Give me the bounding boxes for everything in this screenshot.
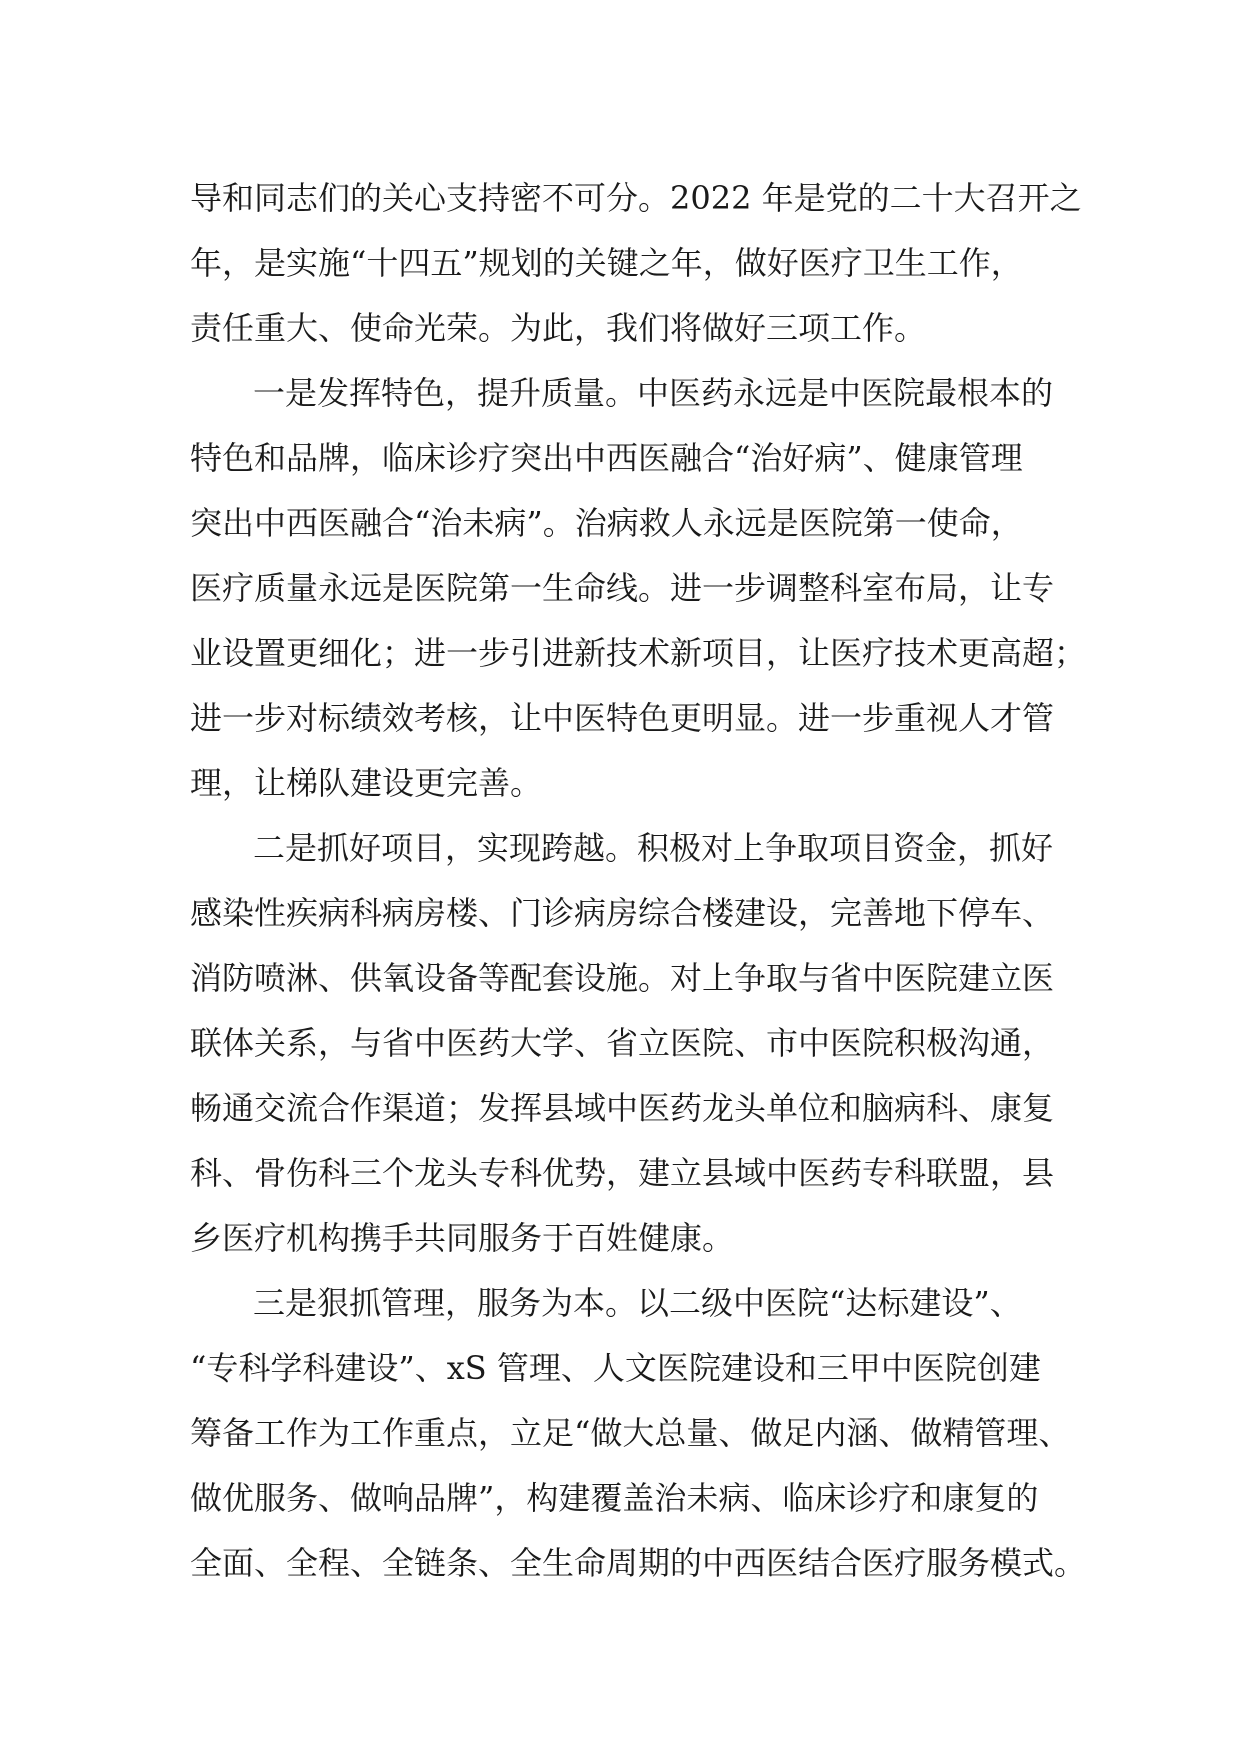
text-line: 做优服务、做响品牌”，构建覆盖治未病、临床诊疗和康复的 [190,1479,1039,1517]
paragraph-two-start: 二是抓好项目，实现跨越。积极对上争取项目资金，抓好 [253,829,1054,867]
text-line: 消防喷淋、供氧设备等配套设施。对上争取与省中医院建立医 [190,959,1055,997]
text-line: 突出中西医融合“治未病”。治病救人永远是医院第一使命， [190,504,1023,542]
text-line: 感染性疾病科病房楼、门诊病房综合楼建设，完善地下停车、 [190,894,1055,932]
text-line: “专科学科建设”、xS 管理、人文医院建设和三甲中医院创建 [190,1349,1041,1387]
text-line: 业设置更细化；进一步引进新技术新项目，让医疗技术更高超； [190,634,1087,672]
text-line: 畅通交流合作渠道；发挥县域中医药龙头单位和脑病科、康复 [190,1089,1055,1127]
body-text [190,166,1090,1596]
text-line: 理，让梯队建设更完善。 [190,764,543,802]
text-line: 特色和品牌，临床诊疗突出中西医融合“治好病”、健康管理 [190,439,1023,477]
paragraph-three-start: 三是狠抓管理，服务为本。以二级中医院“达标建设”、 [253,1284,1022,1322]
text-line: 科、骨伤科三个龙头专科优势，建立县域中医药专科联盟，县 [190,1154,1055,1192]
paragraph-one-start: 一是发挥特色，提升质量。中医药永远是中医院最根本的 [253,374,1054,412]
text-line: 年，是实施“十四五”规划的关键之年，做好医疗卫生工作， [190,244,1023,282]
text-line: 联体关系，与省中医药大学、省立医院、市中医院积极沟通， [190,1024,1055,1062]
text-line: 进一步对标绩效考核，让中医特色更明显。进一步重视人才管 [190,699,1055,737]
text-line: 全面、全程、全链条、全生命周期的中西医结合医疗服务模式。 [190,1544,1087,1582]
text-line: 医疗质量永远是医院第一生命线。进一步调整科室布局，让专 [190,569,1055,607]
text-line: 责任重大、使命光荣。为此，我们将做好三项工作。 [190,309,927,347]
text-line: 导和同志们的关心支持密不可分。2022 年是党的二十大召开之 [190,179,1082,217]
text-line: 筹备工作为工作重点，立足“做大总量、做足内涵、做精管理、 [190,1414,1071,1452]
text-line: 乡医疗机构携手共同服务于百姓健康。 [190,1219,735,1257]
